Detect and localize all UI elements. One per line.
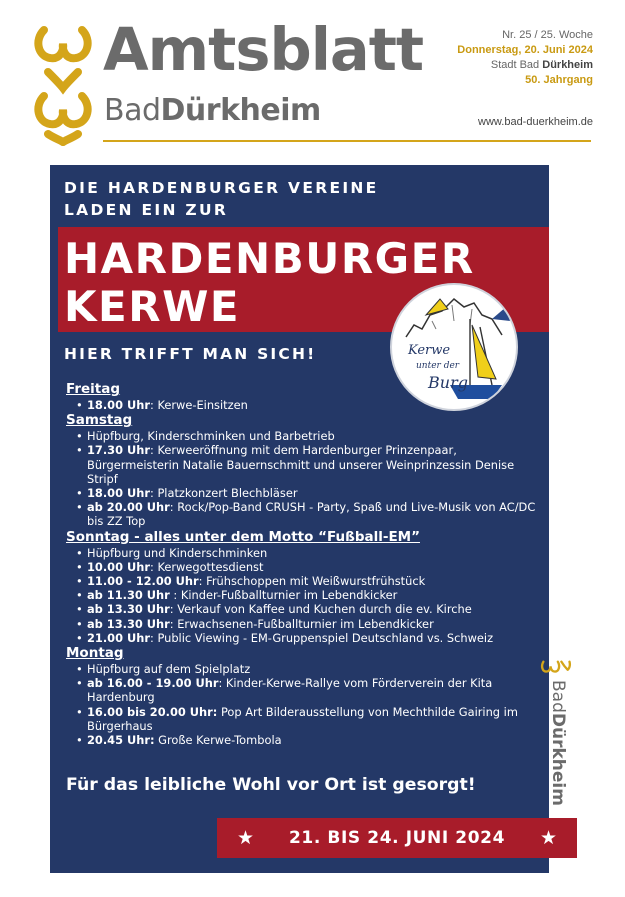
program-item-time: 21.00 Uhr [87,630,150,645]
program-item-time: 18.00 Uhr [87,398,150,412]
event-poster [50,165,549,873]
poster-invite [64,177,379,221]
program-item-text: : Rock/Pop-Band CRUSH - Party, Spaß und Live-Musik von AC/DC bis ZZ Top [87,500,536,529]
program-item-time: 17.30 Uhr [87,443,150,458]
program-item [76,560,542,574]
program-item [76,631,542,645]
event-date-range: 21. BIS 24. JUNI 2024 [288,828,506,848]
program-item-time: 20.45 Uhr: [87,733,155,748]
event-program [66,381,542,747]
program-item [76,705,542,733]
program-item-text: Hüpfburg auf dem Spielplatz [87,662,251,677]
issue-city-bold: Dürkheim [542,59,593,71]
program-item-text: : Kerwegottesdienst [149,559,264,574]
side-logo-light: Bad [548,680,568,713]
program-item [76,398,542,412]
program-item-text: : Public Viewing - EM-Gruppenspiel Deutschland vs. Schweiz [149,630,494,645]
program-item [76,574,542,588]
program-item-text: : Kinder-Kerwe-Rallye vom Förderverein der Kita Hardenburg [87,676,493,705]
program-item-text: : Erwachsenen-Fußballturnier im Lebendkicker [169,616,434,631]
program-item-time: 16.00 bis 20.00 Uhr: [87,704,218,719]
program-item-time: ab 20.00 Uhr [87,500,170,515]
program-item [76,546,542,560]
invite-line-2: LADEN EIN ZUR [64,201,229,219]
program-item [76,486,542,500]
bad-duerkheim-logo-icon [34,22,92,146]
badge-line-1: Kerwe [408,343,451,358]
invite-line-1: DIE HARDENBURGER VEREINE [64,179,379,197]
program-item-text: : Kerwe-Einsitzen [149,398,248,412]
program-item [76,602,542,616]
program-item-text: Große Kerwe-Tombola [154,733,282,748]
badge-line-2: unter der [416,361,460,371]
program-item [76,676,542,704]
program-item-text: : Platzkonzert Blechbläser [149,486,298,501]
masthead-subtitle-light: Bad [104,93,161,128]
issue-city [457,58,593,73]
program-item-text: : Verkauf von Kaffee und Kuchen durch die ev. Kirche [169,602,472,617]
day-items [66,429,542,528]
program-item-time: ab 13.30 Uhr [87,616,170,631]
issue-date: Donnerstag, 20. Juni 2024 [457,44,593,56]
program-item-text: Hüpfburg und Kinderschminken [87,545,268,560]
poster-tagline: HIER TRIFFT MAN SICH! [64,345,317,363]
program-item-time: 10.00 Uhr [87,559,150,574]
program-item [76,429,542,443]
program-item-text: : Kerweeröffnung mit dem Hardenburger Prinzenpaar, Bürgermeisterin Natalie Bauernschmitt und unserer Weinprinzessin Denise Stripf [87,443,515,486]
program-item-time: ab 16.00 - 19.00 Uhr [87,676,219,691]
issue-city-light: Stadt Bad [490,59,540,71]
day-items [66,662,542,747]
program-item-text: : Kinder-Fußballturnier im Lebendkicker [169,588,398,603]
day-items [66,398,542,412]
side-logo-mark-icon [540,659,572,677]
event-title-line-2: KERWE [64,282,241,331]
star-icon: ★ [539,827,557,849]
side-logo-bold: Dürkheim [548,712,568,806]
program-item [76,617,542,631]
day-items [66,546,542,645]
program-item-time: 18.00 Uhr [87,486,150,501]
program-item-time: ab 13.30 Uhr [87,602,170,617]
issue-volume: 50. Jahrgang [525,74,593,86]
website-link[interactable]: www.bad-duerkheim.de [478,116,593,128]
issue-meta [457,28,593,88]
day-heading: Sonntag - alles unter dem Motto “Fußball-EM” [66,528,420,545]
program-item-time: 11.00 - 12.00 Uhr [87,574,199,589]
day-heading: Montag [66,645,124,662]
day-heading: Freitag [66,381,121,397]
masthead-divider [103,140,591,142]
event-title-line-1: HARDENBURGER [64,234,475,283]
program-item [76,588,542,602]
program-item [76,443,542,486]
day-heading: Samstag [66,412,133,429]
masthead-title: Amtsblatt [103,15,424,84]
program-item-text: Hüpfburg, Kinderschminken und Barbetrieb [87,429,335,444]
badge-line-3: Burg [428,373,468,392]
program-item [76,662,542,676]
program-item [76,733,542,747]
program-item-text: Pop Art Bilderausstellung von Mechthilde Gairing im Bürgerhaus [87,704,518,733]
program-item [76,500,542,528]
side-logo-text [548,680,568,806]
date-band [217,818,577,858]
masthead-subtitle [104,92,321,130]
program-item-time: ab 11.30 Uhr [87,588,170,603]
program-item-text: : Frühschoppen mit Weißwurstfrühstück [198,574,426,589]
issue-number: Nr. 25 / 25. Woche [502,29,593,41]
poster-closing: Für das leibliche Wohl vor Ort ist gesorgt! [66,775,476,795]
masthead-subtitle-bold: Dürkheim [160,93,321,128]
star-icon: ★ [237,827,255,849]
